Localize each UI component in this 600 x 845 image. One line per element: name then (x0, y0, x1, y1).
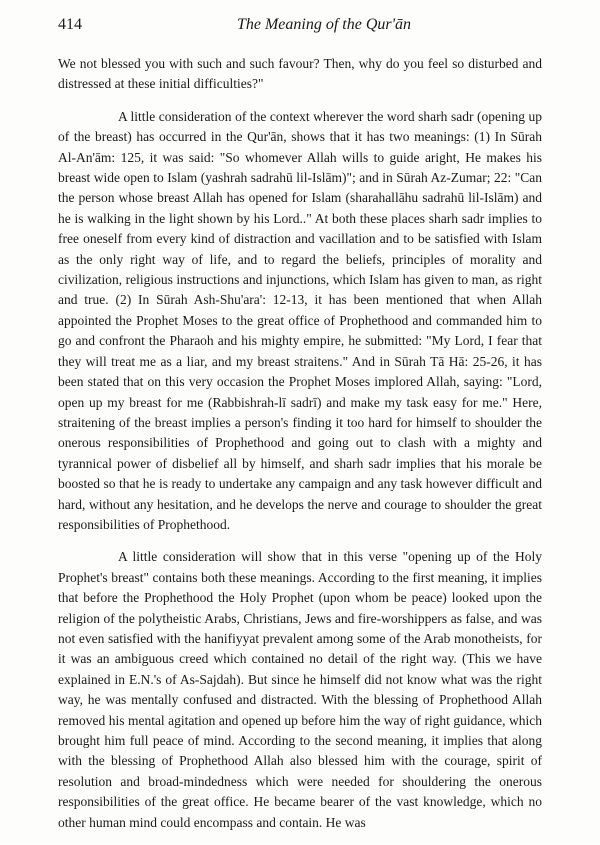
paragraph-continuation: We not blessed you with such and such favour? Then, why do you feel so disturbed and distressed at these initial difficulties?" (58, 56, 542, 92)
running-title: The Meaning of the Qur'ān (236, 16, 412, 33)
page-number: 414 (58, 16, 82, 33)
paragraph-sharh-sadr-meanings: A little consideration of the context wherever the word sharh sadr (opening up of the breast) has occurred in the Qur'ān, shows that it has two meanings: (1) In Sūrah Al-An'ām: 125, it was said: "So whomever Allah wills to guide aright, He makes his breast wide open to Islam (yashrah sadrahū lil-Islām)"; and in Sūrah Az-Zumar; 22: "Can the person whose breast Allah has opened for Islam (sharahallāhu sadrahū lil-Islām) and he is walking in the light shown by his Lord.." At both these places sharh sadr implies to free oneself from every kind of distraction and vacillation and to be satisfied with Islam as the only right way of life, and to regard the beliefs, principles of morality and civilization, religious instructions and injunctions, which Islam has given to man, as right and true. (2) In Sūrah Ash-Shu'ara': 12-13, it has been mentioned that when Allah appointed the Prophet Moses to the great office of Prophethood and commanded him to go and confront the Pharaoh and his mighty empire, he submitted: "My Lord, I fear that they will treat me as a liar, and my breast straitens." And in Sūrah Tā Hā: 25-26, it has been stated that on this very occasion the Prophet Moses implored Allah, saying: "Lord, open up my breast for me (Rabbishrah-lī sadrī) and make my task easy for me." Here, straitening of the breast implies a person's finding it too hard for himself to shoulder the onerous responsibilities of Prophethood and going out to clash with a mighty and tyrannical power of disbelief all by himself, and sharh sadr implies that his morale be boosted so that he is ready to undertake any campaign and any task however difficult and hard, without any hesitation, and he develops the nerve and courage to shoulder the great responsibilities of Prophethood. (58, 108, 542, 532)
paragraph-verse-consideration: A little consideration will show that in this verse "opening up of the Holy Prophet's breast" contains both these meanings. According to the first meaning, it implies that before the Prophethood the Holy Prophet (upon whom be peace) looked upon the religion of the polytheistic Arabs, Christians, Jews and fire-worshippers as false, and was not even satisfied with the hanifiyyat prevalent among some of the Arab monotheists, for it was an ambiguous creed which contained no detail of the right way. (This we have explained in E.N.'s of As-Sajdah). But since he himself did not know what was the right way, he was mentally confused and distracted. With the blessing of Prophethood Allah removed his mental agitation and opened up before him the way of right guidance, which brought him full peace of mind. According to the second meaning, it implies that along with the blessing of Prophethood Allah also blessed him with the courage, spirit of resolution and broad-mindedness which were needed for shouldering the onerous responsibilities of the great office. He became bearer of the vast knowledge, which no other human mind could encompass and contain. He was (58, 549, 542, 830)
page-header (58, 16, 560, 40)
body-text (58, 54, 542, 845)
